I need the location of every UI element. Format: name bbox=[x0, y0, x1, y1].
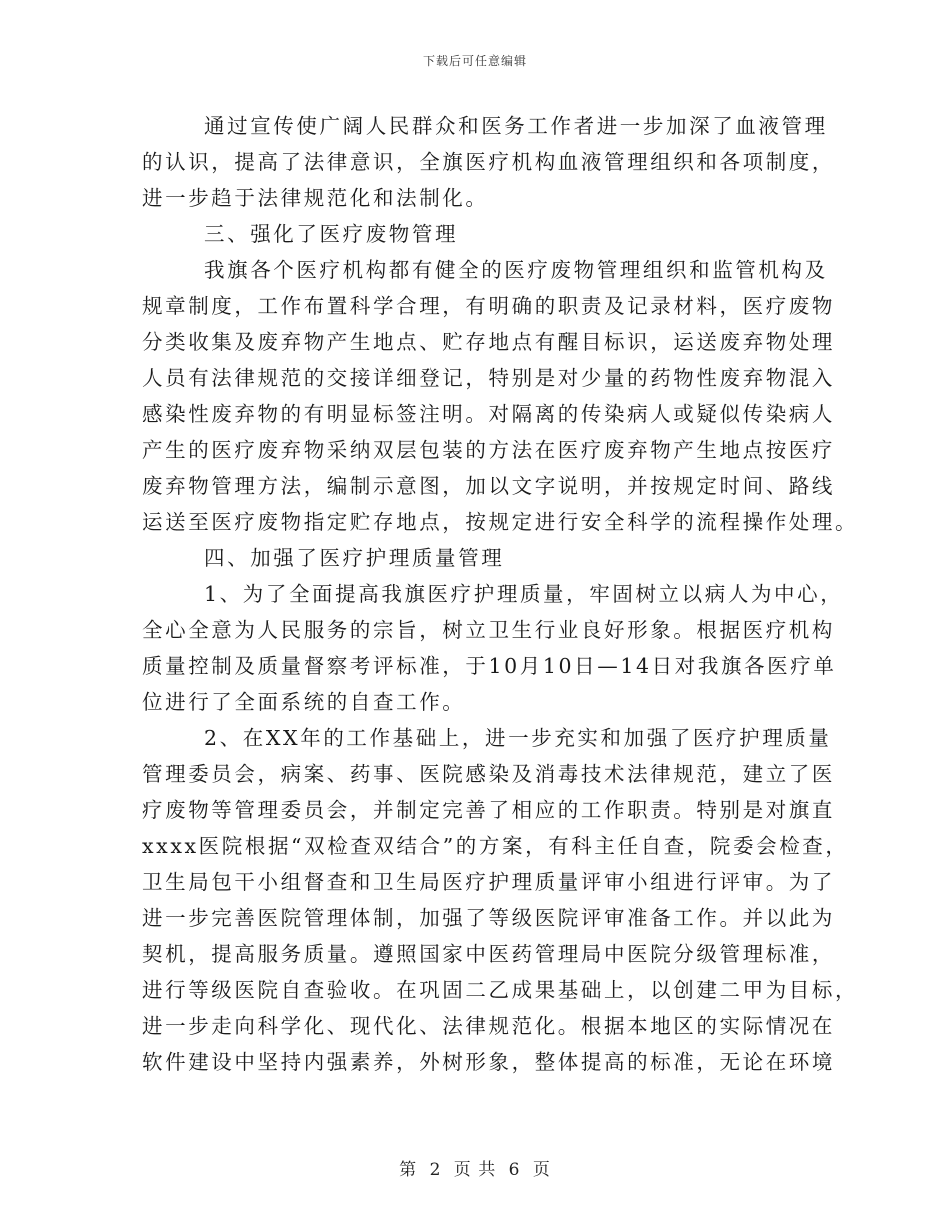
text-line: 位进行了全面系统的自查工作。 bbox=[142, 690, 466, 714]
footer-suffix: 页 bbox=[532, 1160, 551, 1180]
text-line: 四、加强了医疗护理质量管理 bbox=[204, 546, 505, 570]
text-line: 规章制度，工作布置科学合理，有明确的职责及记录材料，医疗废物 bbox=[142, 294, 835, 318]
text-line: 管理委员会，病案、药事、医院感染及消毒技术法律规范，建立了医 bbox=[142, 762, 835, 786]
text-line: 软件建设中坚持内强素养，外树形象，整体提高的标准，无论在环境 bbox=[142, 1050, 835, 1074]
text-line: 进一步趋于法律规范化和法制化。 bbox=[142, 186, 489, 210]
text-line: 废弃物管理方法，编制示意图，加以文字说明，并按规定时间、路线 bbox=[142, 474, 835, 498]
header-note: 下载后可任意编辑 bbox=[422, 54, 527, 68]
footer-middle: 页 共 bbox=[453, 1160, 497, 1180]
text-line: 疗废物等管理委员会，并制定完善了相应的工作职责。特别是对旗直 bbox=[142, 798, 835, 822]
text-line: 产生的医疗废弃物采纳双层包装的方法在医疗废弃物产生地点按医疗 bbox=[142, 438, 835, 462]
text-line: 契机，提高服务质量。遵照国家中医药管理局中医院分级管理标准， bbox=[142, 942, 835, 966]
footer-page-number: 2 bbox=[429, 1160, 442, 1180]
text-line: 卫生局包干小组督查和卫生局医疗护理质量评审小组进行评审。为了 bbox=[142, 870, 835, 894]
text-line: 1、为了全面提高我旗医疗护理质量，牢固树立以病人为中心， bbox=[204, 582, 844, 606]
text-line: 进一步完善医院管理体制，加强了等级医院评审准备工作。并以此为 bbox=[142, 906, 835, 930]
text-line: 三、强化了医疗废物管理 bbox=[204, 222, 459, 246]
text-line: 进行等级医院自查验收。在巩固二乙成果基础上，以创建二甲为目标， bbox=[142, 978, 859, 1002]
text-line: xxxx医院根据“双检查双结合”的方案，有科主任自查，院委会检查， bbox=[142, 834, 849, 858]
footer-total-pages: 6 bbox=[508, 1160, 521, 1180]
text-line: 的认识，提高了法律意识，全旗医疗机构血液管理组织和各项制度， bbox=[142, 150, 835, 174]
text-line: 分类收集及废弃物产生地点、贮存地点有醒目标识，运送废弃物处理 bbox=[142, 330, 835, 354]
text-line: 我旗各个医疗机构都有健全的医疗废物管理组织和监管机构及 bbox=[204, 258, 828, 282]
document-body bbox=[142, 108, 859, 1080]
text-line: 2、在XX年的工作基础上，进一步充实和加强了医疗护理质量 bbox=[204, 726, 832, 750]
text-line: 人员有法律规范的交接详细登记，特别是对少量的药物性废弃物混入 bbox=[142, 366, 835, 390]
text-line: 感染性废弃物的有明显标签注明。对隔离的传染病人或疑似传染病人 bbox=[142, 402, 835, 426]
text-line: 通过宣传使广阔人民群众和医务工作者进一步加深了血液管理 bbox=[204, 114, 828, 138]
footer-prefix: 第 bbox=[399, 1160, 418, 1180]
text-line: 运送至医疗废物指定贮存地点，按规定进行安全科学的流程操作处理。 bbox=[142, 510, 859, 534]
page-footer bbox=[0, 1155, 950, 1180]
text-line: 进一步走向科学化、现代化、法律规范化。根据本地区的实际情况在 bbox=[142, 1014, 835, 1038]
text-line: 全心全意为人民服务的宗旨，树立卫生行业良好形象。根据医疗机构 bbox=[142, 618, 835, 642]
text-line: 质量控制及质量督察考评标准，于10月10日—14日对我旗各医疗单 bbox=[142, 654, 837, 678]
